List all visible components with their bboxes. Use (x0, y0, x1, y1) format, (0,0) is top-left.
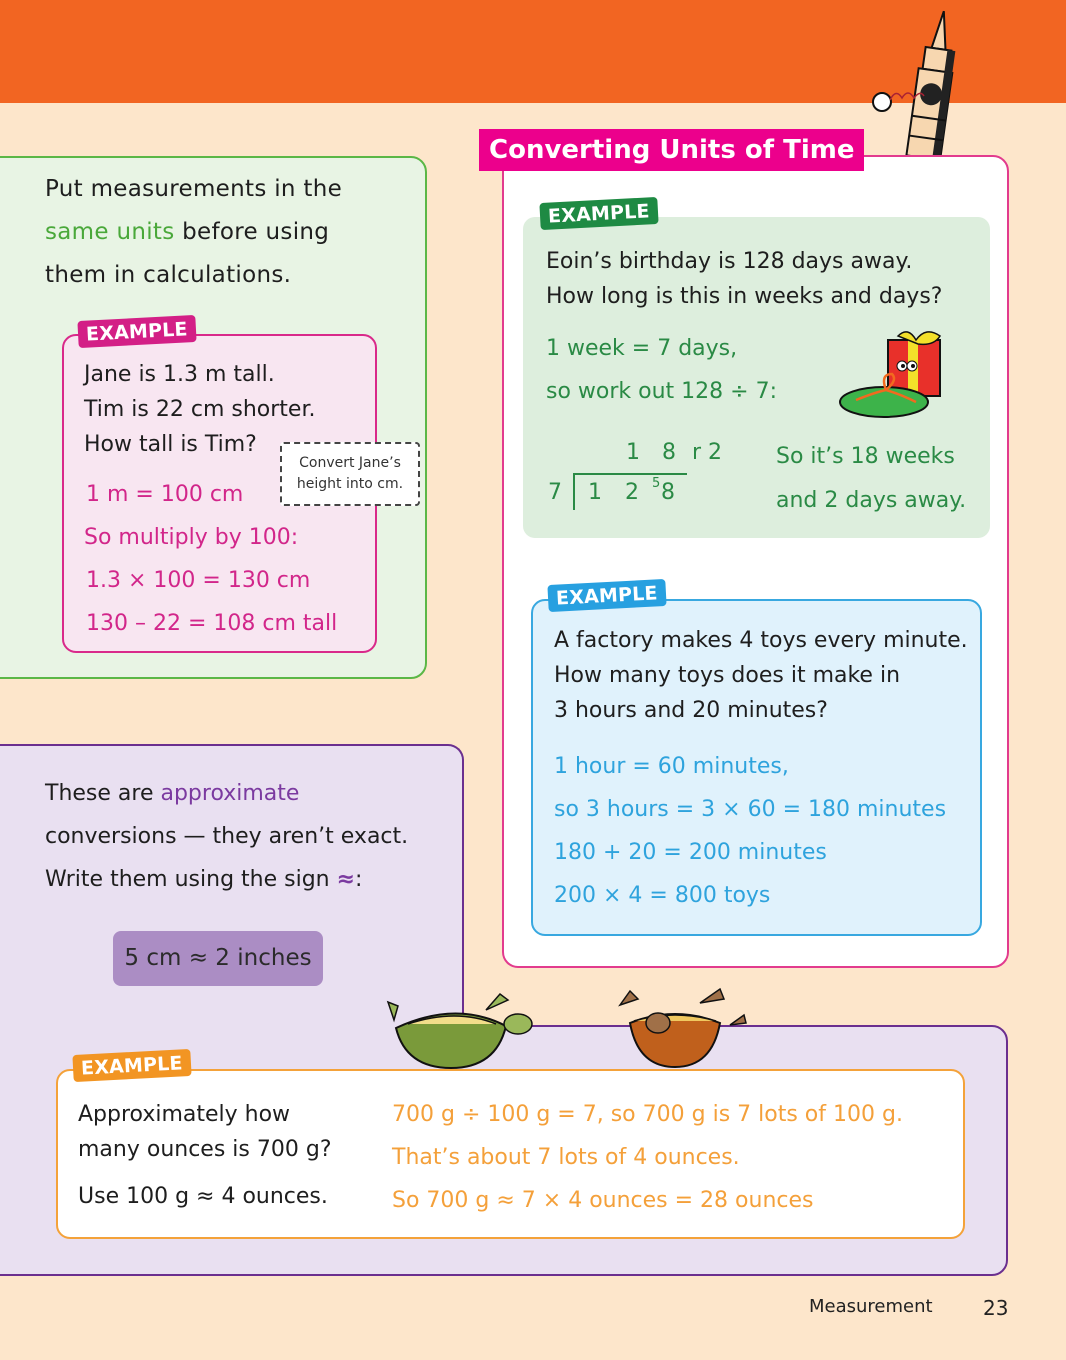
approx-line: These are approximate (45, 781, 300, 806)
question-line: How many toys does it make in (554, 663, 901, 688)
question-line: Use 100 g ≈ 4 ounces. (78, 1184, 328, 1209)
question-line: Approximately how (78, 1102, 291, 1127)
working-line: So multiply by 100: (84, 525, 299, 550)
approx-line: Write them using the sign ≈: (45, 867, 363, 892)
hint-line: height into cm. (296, 476, 404, 492)
approx-line: conversions — they aren’t exact. (45, 824, 409, 849)
section-title: Converting Units of Time (479, 129, 864, 171)
answer-line: and 2 days away. (776, 488, 967, 513)
question-line: 3 hours and 20 minutes? (554, 698, 828, 723)
example-tag: EXAMPLE (547, 579, 666, 612)
question-line: A factory makes 4 toys every minute. (554, 628, 968, 653)
working-line: 180 + 20 = 200 minutes (554, 840, 827, 865)
division-bracket (573, 473, 575, 510)
dividend-digit: 2 (625, 480, 639, 505)
approx-example-pill: 5 cm ≈ 2 inches (113, 931, 323, 986)
quotient-digit: 8 (662, 440, 676, 465)
remainder: r 2 (692, 440, 723, 465)
tip-line: them in calculations. (45, 262, 292, 288)
question-line: many ounces is 700 g? (78, 1137, 332, 1162)
long-division (540, 436, 740, 516)
working-line: 700 g ÷ 100 g = 7, so 700 g is 7 lots of 100 g. (392, 1102, 903, 1127)
big-ben-clock-tower-icon (870, 8, 960, 158)
working-line: 1 hour = 60 minutes, (554, 754, 789, 779)
page-number: 23 (983, 1296, 1009, 1320)
working-line: so work out 128 ÷ 7: (546, 379, 777, 404)
working-line: 130 – 22 = 108 cm tall (86, 611, 338, 636)
example-tag: EXAMPLE (72, 1049, 191, 1082)
division-bar (573, 473, 687, 475)
tip-line: Put measurements in the (45, 176, 343, 202)
question-line: Jane is 1.3 m tall. (84, 362, 275, 387)
working-line: That’s about 7 lots of 4 ounces. (392, 1145, 740, 1170)
gift-presents-icon (836, 328, 946, 420)
hint-note (280, 442, 420, 506)
highlight-same-units: same units (45, 219, 175, 245)
working-line: so 3 hours = 3 × 60 = 180 minutes (554, 797, 947, 822)
question-line: Tim is 22 cm shorter. (84, 397, 316, 422)
example-tag: EXAMPLE (77, 315, 196, 348)
question-line: Eoin’s birthday is 128 days away. (546, 249, 913, 274)
tortoise-brown-icon (600, 985, 750, 1070)
dividend-digit: 8 (661, 480, 675, 505)
working-line: 200 × 4 = 800 toys (554, 883, 771, 908)
working-line: 1 week = 7 days, (546, 336, 738, 361)
divisor: 7 (548, 480, 562, 505)
tortoise-green-icon (386, 990, 536, 1070)
footer-section-label: Measurement (809, 1296, 933, 1317)
example-tag: EXAMPLE (539, 197, 658, 230)
highlight-approximate: approximate (160, 781, 300, 806)
carry-digit: 5 (652, 476, 661, 491)
working-line: 1.3 × 100 = 130 cm (86, 568, 311, 593)
quotient-digit: 1 (626, 440, 640, 465)
dividend-digit: 1 (588, 480, 602, 505)
approx-sign: ≈ (336, 867, 356, 892)
question-line: How tall is Tim? (84, 432, 257, 457)
question-line: How long is this in weeks and days? (546, 284, 943, 309)
hint-line: Convert Jane’s (299, 455, 401, 471)
tip-line: same units before using (45, 219, 330, 245)
working-line: 1 m = 100 cm (86, 482, 244, 507)
answer-line: So it’s 18 weeks (776, 444, 955, 469)
working-line: So 700 g ≈ 7 × 4 ounces = 28 ounces (392, 1188, 814, 1213)
